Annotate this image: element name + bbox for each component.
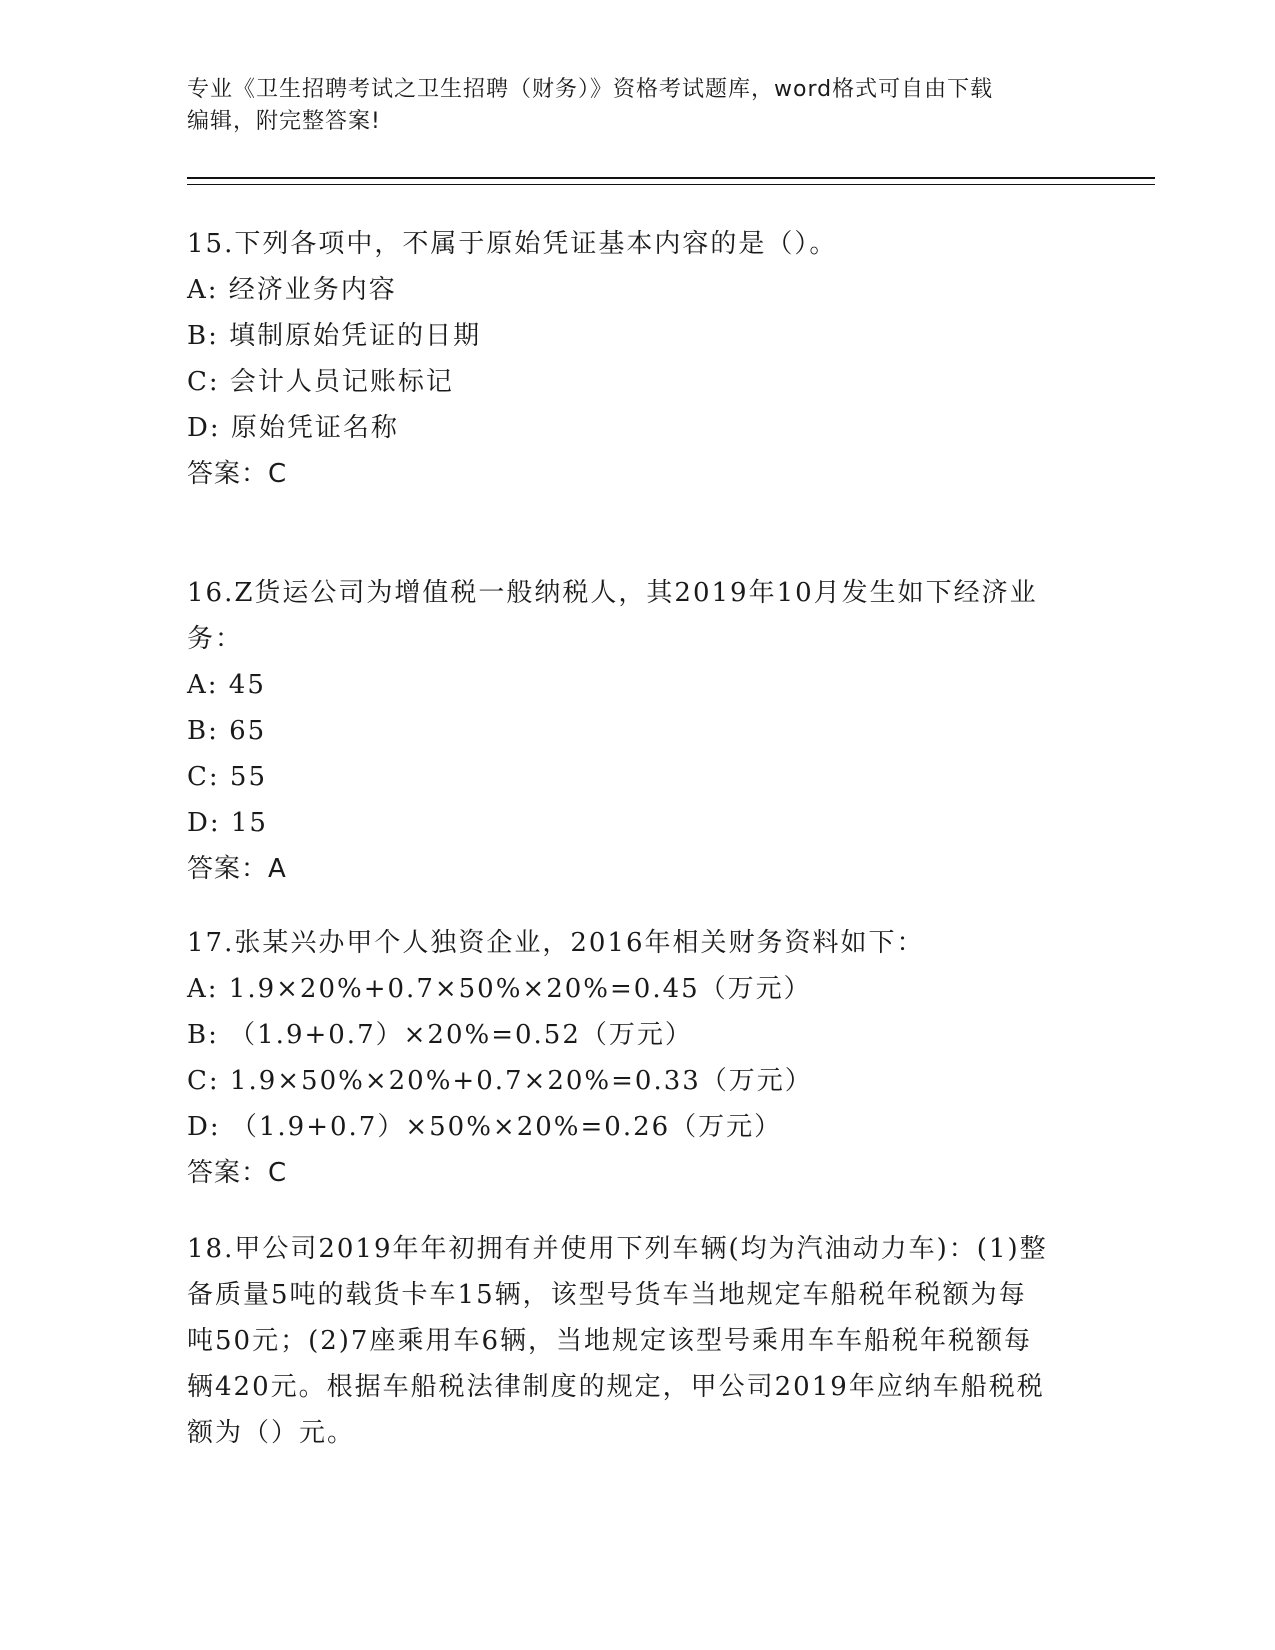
answer: 答案：A (187, 854, 287, 884)
document-header (187, 74, 1067, 138)
option-c: C: 会计人员记账标记 (187, 367, 454, 397)
header-divider-thin (187, 184, 1155, 185)
option-a: A: 45 (187, 670, 266, 700)
option-c: C: 1.9×50%×20%+0.7×20%=0.33（万元） (187, 1066, 813, 1096)
question-16 (187, 570, 1087, 892)
answer: 答案：C (187, 1158, 288, 1188)
question-17 (187, 920, 1087, 1196)
header-divider-thick (187, 177, 1155, 179)
option-b: B: 填制原始凭证的日期 (187, 321, 482, 351)
option-d: D: （1.9+0.7）×50%×20%=0.26（万元） (187, 1112, 783, 1142)
question-18 (187, 1226, 1087, 1456)
option-d: D: 原始凭证名称 (187, 413, 399, 443)
option-b: B: 65 (187, 716, 267, 746)
question-stem: 辆420元。根据车船税法律制度的规定，甲公司2019年应纳车船税税 (187, 1372, 1045, 1402)
question-stem: 额为（）元。 (187, 1418, 356, 1448)
question-stem: 15.下列各项中，不属于原始凭证基本内容的是（）。 (187, 229, 838, 259)
question-stem: 备质量5吨的载货卡车15辆，该型号货车当地规定车船税年税额为每 (187, 1280, 1027, 1310)
header-line-1: 专业《卫生招聘考试之卫生招聘（财务）》资格考试题库，word格式可自由下载 (187, 77, 994, 102)
option-a: A: 1.9×20%+0.7×50%×20%=0.45（万元） (187, 974, 812, 1004)
question-stem: 18.甲公司2019年年初拥有并使用下列车辆(均为汽油动力车)：(1)整 (187, 1234, 1048, 1264)
answer: 答案：C (187, 459, 288, 489)
option-a: A: 经济业务内容 (187, 275, 397, 305)
question-stem: 吨50元；(2)7座乘用车6辆，当地规定该型号乘用车车船税年税额每 (187, 1326, 1032, 1356)
question-stem: 16.Z货运公司为增值税一般纳税人，其2019年10月发生如下经济业 (187, 578, 1038, 608)
option-b: B: （1.9+0.7）×20%=0.52（万元） (187, 1020, 693, 1050)
question-stem: 17.张某兴办甲个人独资企业，2016年相关财务资料如下： (187, 928, 925, 958)
question-15 (187, 221, 1087, 497)
option-d: D: 15 (187, 808, 268, 838)
header-line-2: 编辑，附完整答案! (187, 109, 381, 134)
option-c: C: 55 (187, 762, 268, 792)
question-stem: 务： (187, 624, 244, 654)
